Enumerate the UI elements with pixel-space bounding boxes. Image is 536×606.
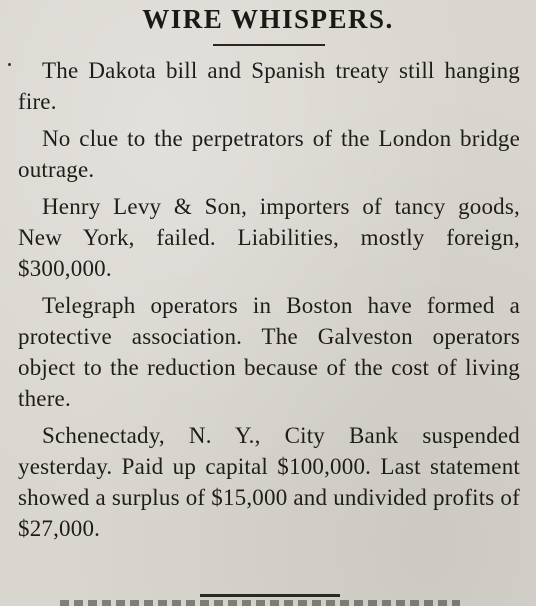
headline: WIRE WHISPERS. bbox=[142, 4, 394, 34]
news-item-henry-levy: Henry Levy & Son, importers of tancy goods, New York, failed. Liabilities, mostly foreign, $300,000. bbox=[18, 194, 520, 281]
news-items bbox=[18, 55, 520, 550]
news-item-schenectady: Schenectady, N. Y., City Bank suspended yesterday. Paid up capital $100,000. Last statement showed a surplus of $15,000 and undivided profits of $27,000. bbox=[18, 423, 520, 541]
news-item-london-bridge: No clue to the perpetrators of the London bridge outrage. bbox=[18, 126, 520, 182]
ink-speck bbox=[8, 63, 11, 66]
headline-rule bbox=[213, 44, 325, 46]
news-item-telegraph: Telegraph operators in Boston have formed a protective association. The Galveston operators object to the reduction because of the cost of living there. bbox=[18, 293, 520, 411]
cutoff-text-strip bbox=[60, 600, 460, 606]
bottom-rule bbox=[200, 594, 340, 597]
next-article-cutoff bbox=[0, 598, 536, 606]
news-item-dakota: The Dakota bill and Spanish treaty still hanging fire. bbox=[18, 58, 520, 114]
